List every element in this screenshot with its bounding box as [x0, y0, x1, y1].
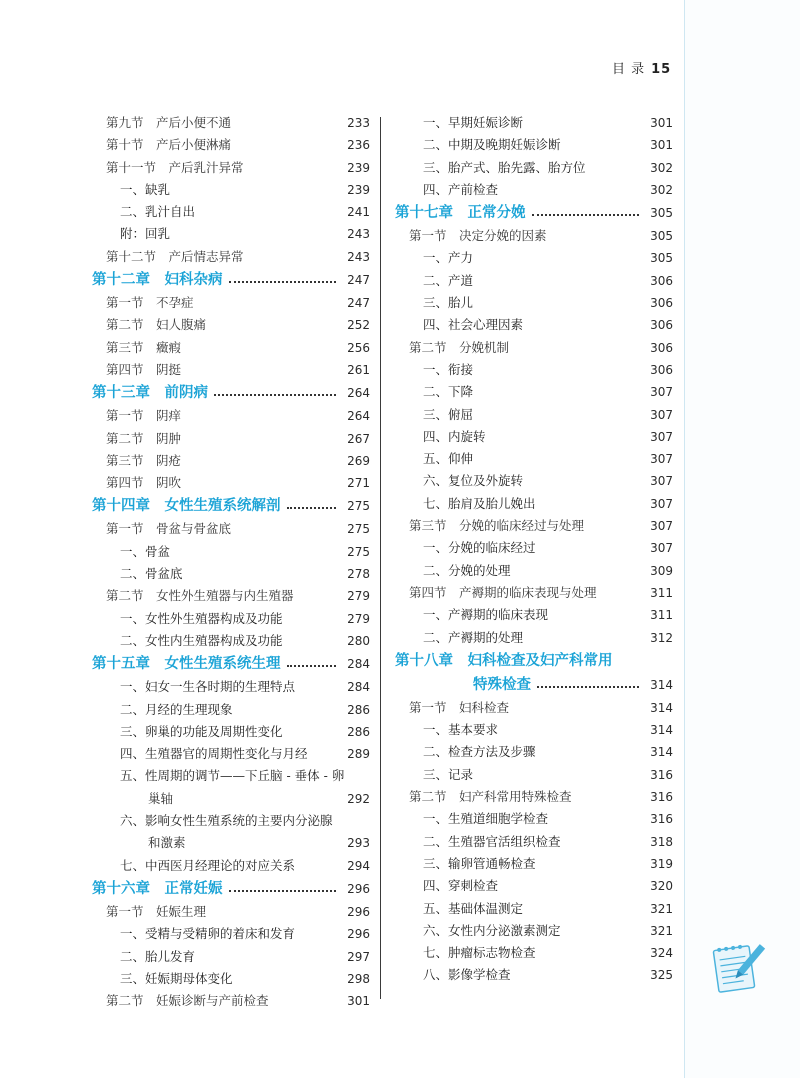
toc-page-number: 306: [650, 296, 673, 311]
toc-entry-title: 一、基本要求: [423, 722, 499, 738]
toc-page-number: 306: [650, 318, 673, 333]
toc-entry-item: [395, 470, 673, 492]
toc-entry-section: [92, 314, 370, 336]
toc-page-number: 316: [650, 790, 673, 805]
toc-page-number: 298: [347, 971, 370, 986]
toc-page-number: 321: [650, 901, 673, 916]
toc-entry-title: 二、检查方法及步骤: [423, 744, 536, 760]
toc-entry-title: 第四节 阴吹: [106, 475, 182, 491]
toc-entry-title: 六、女性内分泌激素测定: [423, 922, 561, 938]
toc-page-number: 307: [650, 496, 673, 511]
dot-leader: [532, 214, 640, 216]
page-margin-band: [685, 0, 800, 1078]
toc-entry-item: [92, 179, 370, 201]
toc-entry-title: 第十节 产后小便淋痛: [106, 137, 232, 153]
toc-entry-title: 二、女性内生殖器构成及功能: [120, 632, 283, 648]
toc-entry-section: [92, 337, 370, 359]
toc-entry-item: [395, 741, 673, 763]
toc-entry-cont: [395, 673, 673, 697]
toc-entry-title: 七、肿瘤标志物检查: [423, 945, 536, 961]
toc-entry-item: [395, 764, 673, 786]
toc-entry-title: 第二节 分娩机制: [409, 339, 510, 355]
toc-page-number: 325: [650, 968, 673, 983]
toc-page-number: 261: [347, 362, 370, 377]
toc-page-number: 307: [650, 474, 673, 489]
toc-entry-title: 四、生殖器官的周期性变化与月经: [120, 746, 308, 762]
toc-entry-title: 第十八章 妇科检查及妇产科常用: [395, 652, 613, 669]
toc-entry-item: [395, 292, 673, 314]
toc-page-number: 292: [347, 791, 370, 806]
toc-entry-title: 一、缺乳: [120, 181, 171, 197]
toc-entry-item: [92, 855, 370, 877]
notepad-pencil-icon: [712, 938, 766, 996]
toc-entry-item: [395, 404, 673, 426]
toc-page-number: 286: [347, 702, 370, 717]
toc-entry-section: [395, 337, 673, 359]
toc-entry-item: [395, 898, 673, 920]
toc-entry-section: [92, 585, 370, 607]
toc-page-number: 301: [650, 138, 673, 153]
toc-entry-item: [395, 964, 673, 986]
toc-page-number: 316: [650, 767, 673, 782]
toc-entry-chapter: [395, 201, 673, 225]
toc-page-number: 247: [347, 296, 370, 311]
toc-entry-title: 七、胎肩及胎儿娩出: [423, 495, 536, 511]
toc-page-number: 284: [347, 680, 370, 695]
toc-entry-title: 一、生殖道细胞学检查: [423, 811, 549, 827]
toc-page-number: 236: [347, 138, 370, 153]
toc-entry-title: 特殊检查: [473, 676, 531, 693]
toc-entry-title: 第十四章 女性生殖系统解剖: [92, 498, 281, 515]
toc-entry-item: [92, 541, 370, 563]
toc-entry-wrap2: [92, 832, 370, 854]
toc-page-number: 296: [347, 881, 370, 896]
toc-entry-title: 二、产褥期的处理: [423, 629, 524, 645]
toc-page-number: 320: [650, 879, 673, 894]
toc-entry-title: 第二节 妇产科常用特殊检查: [409, 789, 572, 805]
toc-entry-title: 第二节 妇人腹痛: [106, 317, 207, 333]
toc-entry-section: [92, 518, 370, 540]
toc-entry-title: 第十二节 产后情志异常: [106, 248, 244, 264]
toc-entry-item: [92, 699, 370, 721]
toc-entry-item: [92, 223, 370, 245]
dot-leader: [287, 665, 337, 667]
toc-entry-title: 第十五章 女性生殖系统生理: [92, 656, 281, 673]
toc-entry-title: 一、早期妊娠诊断: [423, 115, 524, 130]
toc-entry-chapter: [92, 381, 370, 405]
toc-left-column: [92, 112, 370, 1012]
toc-entry-section: [92, 112, 370, 134]
toc-entry-title: 第二节 女性外生殖器与内生殖器: [106, 588, 294, 604]
toc-page-number: 324: [650, 946, 673, 961]
dot-leader: [287, 507, 337, 509]
toc-entry-title: 二、分娩的处理: [423, 562, 511, 578]
toc-page-number: 264: [347, 409, 370, 424]
toc-page-number: 252: [347, 318, 370, 333]
toc-entry-item: [395, 448, 673, 470]
toc-page-number: 289: [347, 747, 370, 762]
toc-page-number: 269: [347, 453, 370, 468]
toc-entry-item: [92, 721, 370, 743]
toc-page-number: 321: [650, 923, 673, 938]
toc-page-number: 314: [650, 700, 673, 715]
toc-entry-title: 三、记录: [423, 766, 474, 782]
toc-entry-item: [395, 134, 673, 156]
toc-page-number: 307: [650, 541, 673, 556]
toc-entry-title: 和激素: [148, 835, 186, 851]
toc-entry-title: 二、乳汁自出: [120, 204, 196, 220]
toc-entry-section: [92, 472, 370, 494]
toc-entry-item: [395, 875, 673, 897]
toc-entry-title: 一、产力: [423, 250, 474, 266]
toc-entry-item: [395, 560, 673, 582]
toc-page-number: 301: [347, 994, 370, 1009]
toc-page-number: 239: [347, 182, 370, 197]
toc-entry-section: [92, 450, 370, 472]
toc-page-number: 284: [347, 657, 370, 672]
toc-page-number: 319: [650, 856, 673, 871]
toc-page-number: 256: [347, 340, 370, 355]
toc-entry-title: 三、输卵管通畅检查: [423, 855, 536, 871]
toc-entry-item: [395, 247, 673, 269]
toc-entry-item: [395, 359, 673, 381]
toc-entry-title: 第一节 骨盆与骨盆底: [106, 521, 232, 537]
toc-entry-item: [92, 765, 370, 787]
toc-entry-title: 五、仰伸: [423, 451, 474, 467]
column-divider: [380, 117, 381, 999]
toc-entry-title: 一、骨盆: [120, 543, 171, 559]
toc-page-number: 293: [347, 836, 370, 851]
toc-entry-title: 第十二章 妇科杂病: [92, 272, 223, 289]
page-number: 15: [651, 62, 672, 77]
toc-entry-title: 二、生殖器官活组织检查: [423, 833, 561, 849]
toc-right-column: [395, 112, 673, 987]
toc-entry-title: 第一节 妊娠生理: [106, 903, 207, 919]
header-label: 目 录: [612, 62, 646, 77]
toc-page-number: 307: [650, 519, 673, 534]
toc-entry-title: 一、女性外生殖器构成及功能: [120, 610, 283, 626]
toc-entry-section: [92, 134, 370, 156]
toc-page-number: 275: [347, 544, 370, 559]
toc-page-number: 301: [650, 116, 673, 130]
toc-entry-title: 五、性周期的调节——下丘脑 - 垂体 - 卵: [120, 768, 345, 784]
toc-page-number: 305: [650, 206, 673, 221]
toc-page-number: 264: [347, 386, 370, 401]
toc-page-number: 307: [650, 385, 673, 400]
toc-entry-title: 第一节 决定分娩的因素: [409, 228, 547, 244]
toc-entry-title: 附：回乳: [120, 226, 171, 242]
toc-page-number: 318: [650, 834, 673, 849]
toc-page-number: 296: [347, 904, 370, 919]
toc-page-number: 286: [347, 724, 370, 739]
toc-entry-title: 第一节 不孕症: [106, 295, 194, 311]
toc-entry-item: [395, 179, 673, 201]
toc-entry-item: [92, 676, 370, 698]
toc-page-number: 312: [650, 630, 673, 645]
dot-leader: [214, 394, 336, 396]
toc-page-number: 314: [650, 745, 673, 760]
toc-entry-title: 三、俯屈: [423, 406, 474, 422]
toc-page-number: 275: [347, 522, 370, 537]
toc-entry-section: [395, 786, 673, 808]
toc-entry-title: 第二节 阴肿: [106, 430, 182, 446]
toc-entry-title: 四、穿刺检查: [423, 878, 499, 894]
toc-page-number: 243: [347, 227, 370, 242]
toc-entry-section: [92, 405, 370, 427]
toc-entry-chapter: [395, 649, 673, 673]
margin-rule: [684, 0, 685, 1078]
toc-entry-item: [92, 810, 370, 832]
toc-entry-title: 第一节 阴痒: [106, 408, 182, 424]
toc-entry-item: [92, 743, 370, 765]
toc-page-number: 275: [347, 499, 370, 514]
toc-page-number: 296: [347, 927, 370, 942]
toc-entry-title: 一、受精与受精卵的着床和发育: [120, 926, 296, 942]
toc-entry-title: 第十六章 正常妊娠: [92, 880, 223, 897]
toc-entry-title: 第二节 妊娠诊断与产前检查: [106, 993, 269, 1009]
toc-entry-item: [395, 493, 673, 515]
toc-page-number: 305: [650, 251, 673, 266]
toc-entry-item: [92, 608, 370, 630]
toc-entry-title: 第四节 产褥期的临床表现与处理: [409, 584, 597, 600]
toc-entry-title: 三、胎产式、胎先露、胎方位: [423, 159, 586, 175]
toc-entry-item: [395, 157, 673, 179]
toc-page-number: 247: [347, 273, 370, 288]
toc-entry-section: [92, 246, 370, 268]
toc-entry-title: 第一节 妇科检查: [409, 699, 510, 715]
toc-page-number: 239: [347, 160, 370, 175]
toc-entry-title: 第三节 癥瘕: [106, 339, 182, 355]
toc-entry-chapter: [92, 652, 370, 676]
toc-entry-title: 三、卵巢的功能及周期性变化: [120, 723, 283, 739]
toc-entry-item: [395, 627, 673, 649]
toc-entry-title: 一、衔接: [423, 361, 474, 377]
toc-page-number: 306: [650, 362, 673, 377]
toc-entry-chapter: [92, 877, 370, 901]
toc-entry-title: 四、社会心理因素: [423, 317, 524, 333]
toc-entry-item: [395, 853, 673, 875]
toc-entry-item: [395, 426, 673, 448]
toc-entry-item: [92, 630, 370, 652]
toc-entry-title: 一、产褥期的临床表现: [423, 607, 549, 623]
toc-entry-title: 第十七章 正常分娩: [395, 205, 526, 222]
toc-entry-item: [395, 270, 673, 292]
toc-page-number: 314: [650, 723, 673, 738]
toc-page-number: 271: [347, 476, 370, 491]
toc-entry-item: [395, 314, 673, 336]
toc-page-number: 305: [650, 229, 673, 244]
toc-entry-section: [92, 157, 370, 179]
toc-entry-item: [395, 719, 673, 741]
toc-entry-section: [395, 225, 673, 247]
toc-entry-title: 三、胎儿: [423, 295, 474, 311]
toc-entry-title: 七、中西医月经理论的对应关系: [120, 857, 296, 873]
toc-page-number: 306: [650, 273, 673, 288]
toc-entry-item: [395, 920, 673, 942]
dot-leader: [229, 890, 337, 892]
toc-page-number: 280: [347, 633, 370, 648]
toc-entry-chapter: [92, 268, 370, 292]
toc-page-number: 302: [650, 182, 673, 197]
toc-entry-title: 八、影像学检查: [423, 967, 511, 983]
toc-entry-section: [92, 901, 370, 923]
toc-entry-title: 二、骨盆底: [120, 566, 183, 582]
toc-entry-item: [92, 946, 370, 968]
toc-entry-title: 第九节 产后小便不通: [106, 115, 232, 130]
toc-entry-title: 二、月经的生理现象: [120, 701, 233, 717]
toc-page-number: 316: [650, 812, 673, 827]
dot-leader: [537, 686, 639, 688]
toc-page-number: 314: [650, 677, 673, 692]
toc-entry-title: 二、胎儿发育: [120, 948, 196, 964]
toc-entry-item: [92, 968, 370, 990]
toc-entry-section: [395, 515, 673, 537]
toc-entry-item: [92, 923, 370, 945]
toc-page-number: 306: [650, 340, 673, 355]
toc-entry-item: [395, 112, 673, 134]
toc-entry-title: 四、内旋转: [423, 428, 486, 444]
toc-entry-item: [395, 537, 673, 559]
toc-entry-item: [395, 381, 673, 403]
toc-entry-title: 第三节 阴疮: [106, 452, 182, 468]
toc-page-number: 309: [650, 563, 673, 578]
toc-entry-chapter: [92, 494, 370, 518]
toc-page-number: 243: [347, 249, 370, 264]
toc-entry-item: [92, 563, 370, 585]
toc-entry-title: 第四节 阴挺: [106, 361, 182, 377]
toc-page-number: 278: [347, 567, 370, 582]
toc-entry-item: [395, 604, 673, 626]
toc-entry-item: [92, 201, 370, 223]
toc-page-number: 279: [347, 589, 370, 604]
toc-page-number: 297: [347, 949, 370, 964]
toc-entry-item: [395, 942, 673, 964]
toc-entry-title: 五、基础体温测定: [423, 900, 524, 916]
toc-entry-title: 第三节 分娩的临床经过与处理: [409, 518, 585, 534]
toc-page-number: 267: [347, 431, 370, 446]
toc-page-number: 294: [347, 858, 370, 873]
toc-entry-wrap2: [92, 788, 370, 810]
toc-entry-title: 一、妇女一生各时期的生理特点: [120, 679, 296, 695]
running-header: [612, 58, 671, 77]
toc-entry-title: 第十一节 产后乳汁异常: [106, 159, 244, 175]
toc-entry-title: 四、产前检查: [423, 181, 499, 197]
dot-leader: [229, 281, 337, 283]
toc-page-number: 311: [650, 608, 673, 623]
toc-entry-section: [395, 582, 673, 604]
toc-page-number: 307: [650, 452, 673, 467]
toc-page-number: 311: [650, 585, 673, 600]
toc-page-number: 241: [347, 205, 370, 220]
toc-entry-title: 第十三章 前阴病: [92, 385, 208, 402]
toc-page-number: 307: [650, 407, 673, 422]
toc-page-number: 307: [650, 429, 673, 444]
toc-entry-title: 二、产道: [423, 272, 474, 288]
toc-entry-section: [92, 359, 370, 381]
toc-entry-title: 二、下降: [423, 384, 474, 400]
toc-entry-title: 一、分娩的临床经过: [423, 540, 536, 556]
toc-entry-item: [395, 808, 673, 830]
toc-page-number: 279: [347, 611, 370, 626]
toc-entry-title: 六、复位及外旋转: [423, 473, 524, 489]
toc-entry-section: [92, 428, 370, 450]
toc-entry-section: [92, 292, 370, 314]
toc-entry-title: 六、影响女性生殖系统的主要内分泌腺: [120, 813, 333, 829]
toc-entry-title: 二、中期及晚期妊娠诊断: [423, 137, 561, 153]
toc-entry-item: [395, 831, 673, 853]
toc-entry-title: 巢轴: [148, 790, 174, 806]
toc-page-number: 302: [650, 160, 673, 175]
toc-entry-section: [92, 990, 370, 1012]
toc-entry-title: 三、妊娠期母体变化: [120, 970, 233, 986]
toc-entry-section: [395, 697, 673, 719]
toc-page-number: 233: [347, 116, 370, 130]
